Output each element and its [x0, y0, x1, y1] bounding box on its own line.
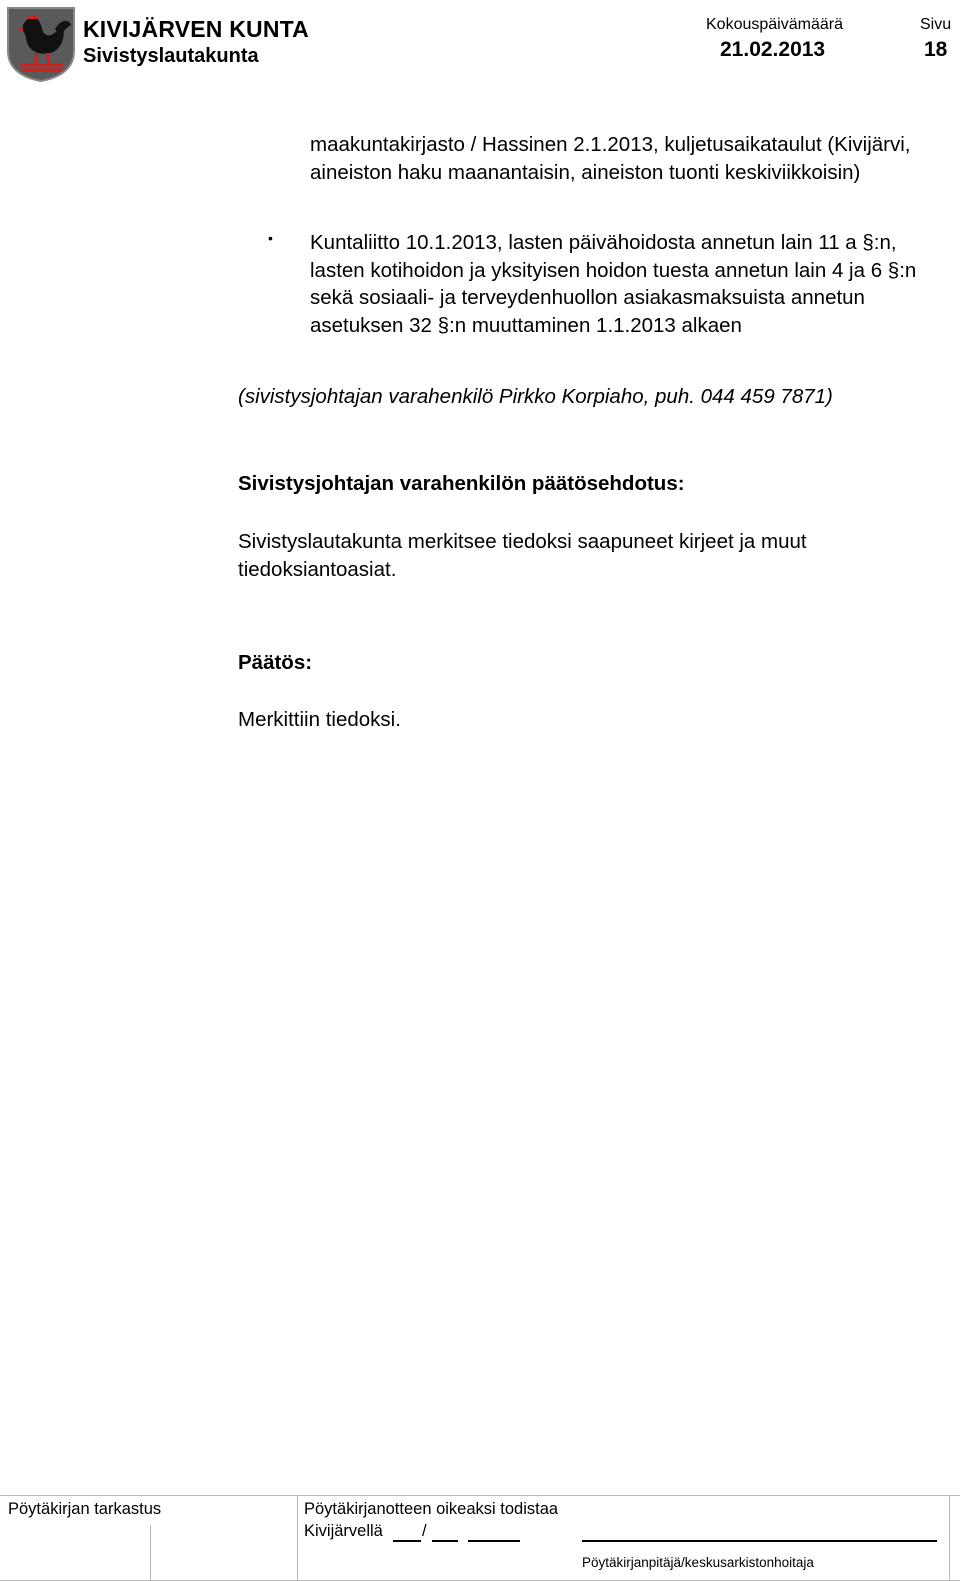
page-number: 18: [924, 38, 948, 61]
certify-label: Pöytäkirjanotteen oikeaksi todistaa: [304, 1500, 559, 1518]
meeting-date: 21.02.2013: [720, 38, 826, 61]
footer-top-rule: [0, 1495, 960, 1496]
municipal-crest-icon: [5, 5, 77, 83]
footer-review-divider: [150, 1525, 151, 1581]
signature-footer: [0, 1495, 960, 1581]
decision-text: Merkittiin tiedoksi.: [238, 708, 401, 731]
keeper-label: Pöytäkirjanpitäjä/keskusarkistonhoitaja: [582, 1555, 814, 1570]
bullet-icon: •: [268, 230, 273, 246]
place-label: Kivijärvellä: [304, 1522, 383, 1540]
footer-right-rule: [949, 1495, 950, 1581]
proposal-heading: Sivistysjohtajan varahenkilön päätösehdotus:: [238, 472, 685, 495]
organization-name: KIVIJÄRVEN KUNTA: [83, 16, 309, 42]
footer-divider: [297, 1495, 298, 1581]
day-blank: [393, 1540, 421, 1542]
board-name: Sivistyslautakunta: [83, 45, 259, 67]
contact-person: (sivistysjohtajan varahenkilö Pirkko Korpiaho, puh. 044 459 7871): [238, 385, 833, 408]
decision-heading: Päätös:: [238, 651, 313, 674]
year-blank: [468, 1540, 520, 1542]
proposal-text: Sivistyslautakunta merkitsee tiedoksi saapuneet kirjeet ja muut tiedoksiantoasiat.: [238, 530, 807, 581]
review-label: Pöytäkirjan tarkastus: [8, 1500, 162, 1518]
list-item: Kuntaliitto 10.1.2013, lasten päivähoidosta annetun lain 11 a §:n, lasten kotihoidon ja yksityisen hoidon tuesta annetun lain 4 ja 6 §:n sekä sosiaali- ja terveydenhuollon asiakasmaksuista annetun asetuksen 32 §:n muuttaminen 1.1.2013 alkaen: [310, 231, 917, 337]
meeting-date-label: Kokouspäivämäärä: [706, 16, 843, 33]
month-blank: [432, 1540, 458, 1542]
continued-list-item: maakuntakirjasto / Hassinen 2.1.2013, kuljetusaikataulut (Kivijärvi, aineiston haku maanantaisin, aineiston tuonti keskiviikkoisin): [310, 133, 911, 184]
date-separator: /: [422, 1522, 427, 1540]
signature-line: [582, 1540, 937, 1542]
page-label: Sivu: [920, 16, 952, 33]
